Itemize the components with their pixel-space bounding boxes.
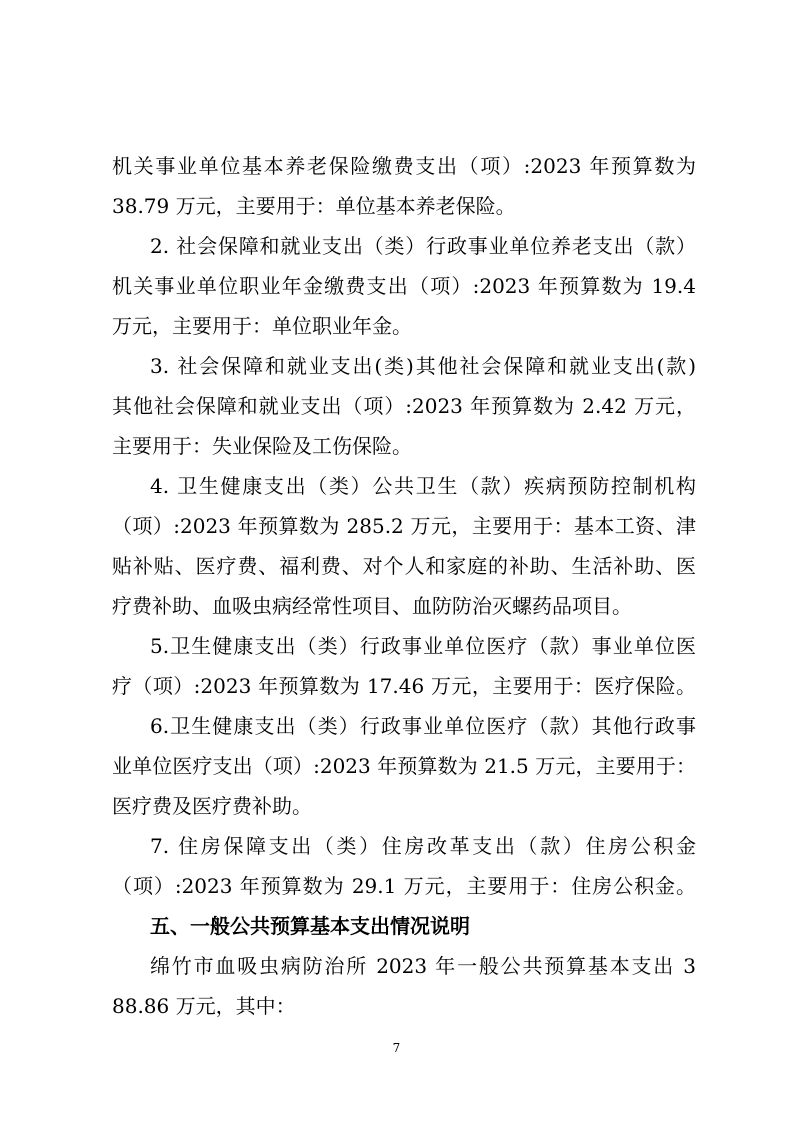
list-item-7: 7. 住房保障支出（类）住房改革支出（款）住房公积金 — [150, 834, 696, 858]
body-text-line: 万元，主要用于：单位职业年金。 — [112, 314, 412, 338]
body-text-line: 88.86 万元，其中： — [112, 994, 296, 1018]
body-text-line: （项）:2023 年预算数为 29.1 万元，主要用于：住房公积金。 — [112, 874, 696, 898]
body-text-line: 疗费补助、血吸虫病经常性项目、血防防治灭螺药品项目。 — [112, 594, 632, 618]
body-text-line: 业单位医疗支出（项）:2023 年预算数为 21.5 万元，主要用于： — [112, 754, 696, 778]
body-text-line: 绵竹市血吸虫病防治所 2023 年一般公共预算基本支出 3 — [150, 954, 696, 978]
list-item-4: 4. 卫生健康支出（类）公共卫生（款）疾病预防控制机构 — [150, 474, 696, 498]
body-text-line: 医疗费及医疗费补助。 — [112, 794, 312, 818]
body-text-line: 机关事业单位职业年金缴费支出（项）:2023 年预算数为 19.4 — [112, 274, 696, 298]
body-text-line: 机关事业单位基本养老保险缴费支出（项）:2023 年预算数为 — [112, 154, 696, 178]
list-item-6: 6.卫生健康支出（类）行政事业单位医疗（款）其他行政事 — [150, 714, 696, 738]
body-text-line: 贴补贴、医疗费、福利费、对个人和家庭的补助、生活补助、医 — [112, 554, 696, 578]
page-number: 7 — [392, 1041, 401, 1055]
list-item-3: 3. 社会保障和就业支出(类)其他社会保障和就业支出(款) — [150, 354, 696, 378]
body-text-line: 疗（项）:2023 年预算数为 17.46 万元，主要用于：医疗保险。 — [112, 674, 696, 698]
list-item-5: 5.卫生健康支出（类）行政事业单位医疗（款）事业单位医 — [150, 634, 696, 658]
body-text-line: 主要用于：失业保险及工伤保险。 — [112, 434, 412, 458]
section-heading: 五、一般公共预算基本支出情况说明 — [150, 914, 470, 938]
body-text-line: 其他社会保障和就业支出（项）:2023 年预算数为 2.42 万元， — [112, 394, 696, 418]
body-text-line: （项）:2023 年预算数为 285.2 万元，主要用于：基本工资、津 — [112, 514, 696, 538]
list-item-2: 2. 社会保障和就业支出（类）行政事业单位养老支出（款） — [150, 234, 696, 258]
body-text-line: 38.79 万元，主要用于：单位基本养老保险。 — [112, 194, 516, 218]
